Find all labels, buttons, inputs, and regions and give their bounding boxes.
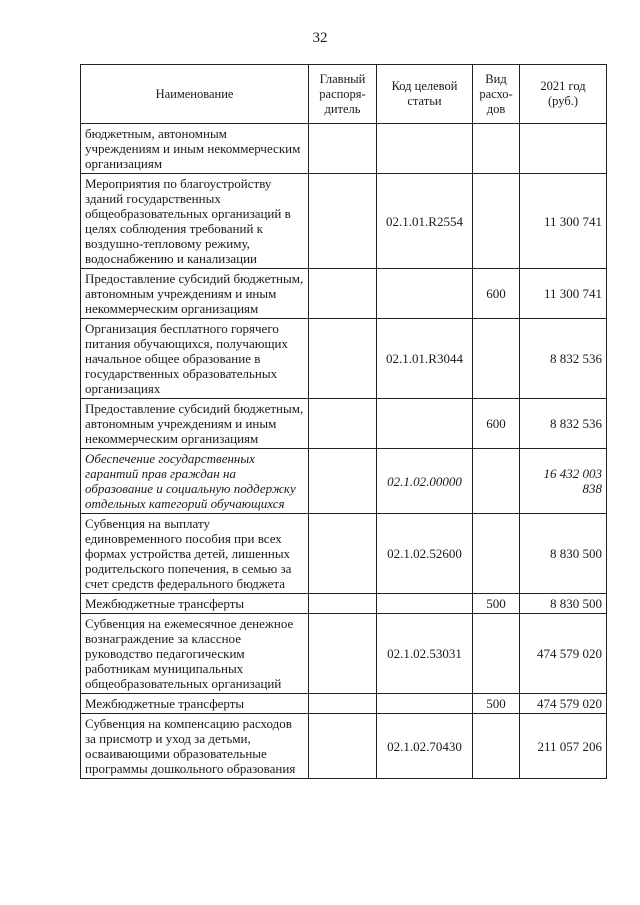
cell-code: 02.1.01.R3044 <box>377 319 473 399</box>
cell-name: Предоставление субсидий бюджетным, автономным учреждениям и иным некоммерческим организациям <box>81 399 309 449</box>
cell-code: 02.1.02.70430 <box>377 714 473 779</box>
table-row <box>81 269 607 319</box>
table-row <box>81 614 607 694</box>
header-code: Код целевой статьи <box>377 65 473 124</box>
cell-amount <box>520 124 607 174</box>
cell-amount: 211 057 206 <box>520 714 607 779</box>
cell-name: Организация бесплатного горячего питания обучающихся, получающих начальное общее образование в государственных образовательных организациях <box>81 319 309 399</box>
cell-type: 600 <box>473 269 520 319</box>
header-type: Вид расхо-дов <box>473 65 520 124</box>
cell-code: 02.1.01.R2554 <box>377 174 473 269</box>
cell-code <box>377 594 473 614</box>
cell-manager <box>309 269 377 319</box>
cell-name: Субвенция на компенсацию расходов за присмотр и уход за детьми, осваивающими образовательные программы дошкольного образования <box>81 714 309 779</box>
cell-type: 500 <box>473 694 520 714</box>
cell-code: 02.1.02.52600 <box>377 514 473 594</box>
cell-type <box>473 514 520 594</box>
table-row <box>81 594 607 614</box>
table-row <box>81 514 607 594</box>
cell-type <box>473 614 520 694</box>
cell-name: Обеспечение государственных гарантий прав граждан на образование и социальную поддержку отдельных категорий обучающихся <box>81 449 309 514</box>
cell-code <box>377 269 473 319</box>
cell-amount: 8 830 500 <box>520 514 607 594</box>
table-header-row <box>81 65 607 124</box>
cell-manager <box>309 714 377 779</box>
cell-amount: 474 579 020 <box>520 614 607 694</box>
table-row <box>81 714 607 779</box>
cell-manager <box>309 124 377 174</box>
cell-type: 500 <box>473 594 520 614</box>
cell-name: Субвенция на выплату единовременного пособия при всех формах устройства детей, лишенных родительского попечения, в семью за счет средств федерального бюджета <box>81 514 309 594</box>
cell-type <box>473 714 520 779</box>
cell-name: бюджетным, автономным учреждениям и иным некоммерческим организациям <box>81 124 309 174</box>
cell-manager <box>309 174 377 269</box>
table-row <box>81 449 607 514</box>
cell-amount: 11 300 741 <box>520 174 607 269</box>
cell-amount: 8 830 500 <box>520 594 607 614</box>
table-row <box>81 694 607 714</box>
table-row <box>81 399 607 449</box>
cell-name: Предоставление субсидий бюджетным, автономным учреждениям и иным некоммерческим организациям <box>81 269 309 319</box>
budget-table <box>80 64 607 779</box>
table-row <box>81 174 607 269</box>
cell-manager <box>309 614 377 694</box>
cell-manager <box>309 694 377 714</box>
cell-type <box>473 449 520 514</box>
table-body <box>81 124 607 779</box>
cell-manager <box>309 449 377 514</box>
page-number: 32 <box>312 30 328 46</box>
cell-amount: 11 300 741 <box>520 269 607 319</box>
cell-amount: 16 432 003 838 <box>520 449 607 514</box>
header-manager: Главный распоря-дитель <box>309 65 377 124</box>
cell-type <box>473 174 520 269</box>
cell-manager <box>309 514 377 594</box>
cell-name: Межбюджетные трансферты <box>81 694 309 714</box>
header-amount: 2021 год (руб.) <box>520 65 607 124</box>
cell-amount: 8 832 536 <box>520 319 607 399</box>
cell-type <box>473 124 520 174</box>
table-row <box>81 319 607 399</box>
cell-type: 600 <box>473 399 520 449</box>
cell-code: 02.1.02.00000 <box>377 449 473 514</box>
cell-manager <box>309 594 377 614</box>
table-row <box>81 124 607 174</box>
cell-name: Межбюджетные трансферты <box>81 594 309 614</box>
cell-amount: 8 832 536 <box>520 399 607 449</box>
cell-name: Мероприятия по благоустройству зданий государственных общеобразовательных организаций в целях соблюдения требований к воздушно-тепловому режиму, водоснабжению и канализации <box>81 174 309 269</box>
cell-type <box>473 319 520 399</box>
cell-code: 02.1.02.53031 <box>377 614 473 694</box>
cell-code <box>377 124 473 174</box>
cell-manager <box>309 399 377 449</box>
cell-code <box>377 694 473 714</box>
cell-amount: 474 579 020 <box>520 694 607 714</box>
cell-name: Субвенция на ежемесячное денежное вознаграждение за классное руководство педагогическим работникам муниципальных общеобразовательных организаций <box>81 614 309 694</box>
header-name: Наименование <box>81 65 309 124</box>
cell-manager <box>309 319 377 399</box>
cell-code <box>377 399 473 449</box>
